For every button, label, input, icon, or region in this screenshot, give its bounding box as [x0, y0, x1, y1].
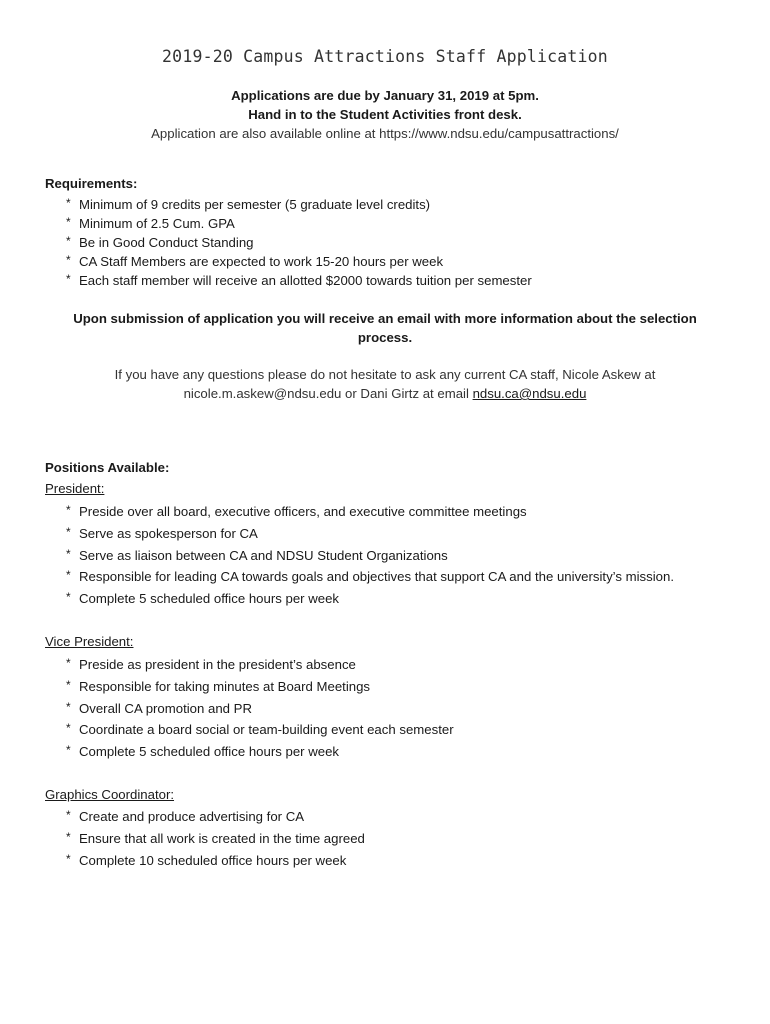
bullet-star-icon: *	[66, 546, 71, 561]
position-title-vice-president: Vice President:	[45, 634, 134, 649]
requirements-heading: Requirements:	[45, 176, 138, 191]
list-item: * Minimum of 9 credits per semester (5 graduate level credits)	[66, 196, 431, 212]
bullet-star-icon: *	[66, 829, 71, 844]
requirements-list	[66, 195, 532, 290]
bullet-star-icon: *	[66, 721, 71, 736]
page-title: 2019-20 Campus Attractions Staff Application	[162, 47, 608, 66]
list-item: * Ensure that all work is created in the time agreed	[66, 828, 365, 850]
list-item: * Serve as spokesperson for CA	[66, 523, 674, 545]
bullet-star-icon: *	[66, 524, 71, 539]
position-title-graphics-coordinator: Graphics Coordinator:	[45, 787, 175, 802]
list-item: * Preside as president in the president’s absence	[66, 654, 454, 676]
bullet-star-icon: *	[66, 234, 71, 248]
position-title-president: President:	[45, 481, 105, 496]
list-item: * Responsible for leading CA towards goals and objectives that support CA and the university’s mission.	[66, 566, 674, 588]
bullet-star-icon: *	[66, 503, 71, 517]
list-item: * Complete 5 scheduled office hours per week	[66, 741, 454, 763]
online-availability-line: Application are also available online at https://www.ndsu.edu/campusattractions/	[151, 126, 619, 141]
bullet-star-icon: *	[66, 677, 71, 692]
vice-president-duties-list	[66, 654, 454, 763]
contact-info: If you have any questions please do not hesitate to ask any current CA staff, Nicole Askew at nicole.m.askew@ndsu.edu or Dani Girtz at email ndsu.ca@ndsu.edu	[114, 367, 656, 401]
bullet-star-icon: *	[66, 590, 71, 605]
president-duties-list	[66, 501, 674, 610]
list-item: * Complete 10 scheduled office hours per week	[66, 850, 365, 872]
bullet-star-icon: *	[66, 253, 71, 267]
list-item: * Minimum of 2.5 Cum. GPA	[66, 215, 235, 231]
list-item: * Create and produce advertising for CA	[66, 806, 365, 828]
submission-notice: Upon submission of application you will receive an email with more information about the selection process.	[73, 311, 697, 345]
list-item: * CA Staff Members are expected to work 15-20 hours per week	[66, 253, 444, 269]
list-item: * Coordinate a board social or team-building event each semester	[66, 719, 454, 741]
bullet-star-icon: *	[66, 568, 71, 583]
hand-in-line: Hand in to the Student Activities front desk.	[248, 107, 522, 122]
due-date-line: Applications are due by January 31, 2019 at 5pm.	[231, 88, 539, 103]
list-item: * Each staff member will receive an allotted $2000 towards tuition per semester	[66, 272, 532, 288]
positions-heading: Positions Available:	[45, 460, 170, 475]
bullet-star-icon: *	[66, 272, 71, 286]
list-item: * Complete 5 scheduled office hours per week	[66, 588, 674, 610]
bullet-star-icon: *	[66, 196, 71, 210]
list-item: * Serve as liaison between CA and NDSU Student Organizations	[66, 545, 674, 567]
bullet-star-icon: *	[66, 656, 71, 670]
contact-email-link[interactable]: ndsu.ca@ndsu.edu	[472, 386, 587, 401]
bullet-star-icon: *	[66, 808, 71, 822]
bullet-star-icon: *	[66, 743, 71, 758]
list-item: * Responsible for taking minutes at Board Meetings	[66, 676, 454, 698]
list-item: * Be in Good Conduct Standing	[66, 234, 254, 250]
list-item: * Preside over all board, executive officers, and executive committee meetings	[66, 501, 674, 523]
list-item: * Overall CA promotion and PR	[66, 698, 454, 720]
bullet-star-icon: *	[66, 215, 71, 229]
bullet-star-icon: *	[66, 699, 71, 714]
graphics-coordinator-duties-list	[66, 806, 365, 871]
bullet-star-icon: *	[66, 851, 71, 866]
